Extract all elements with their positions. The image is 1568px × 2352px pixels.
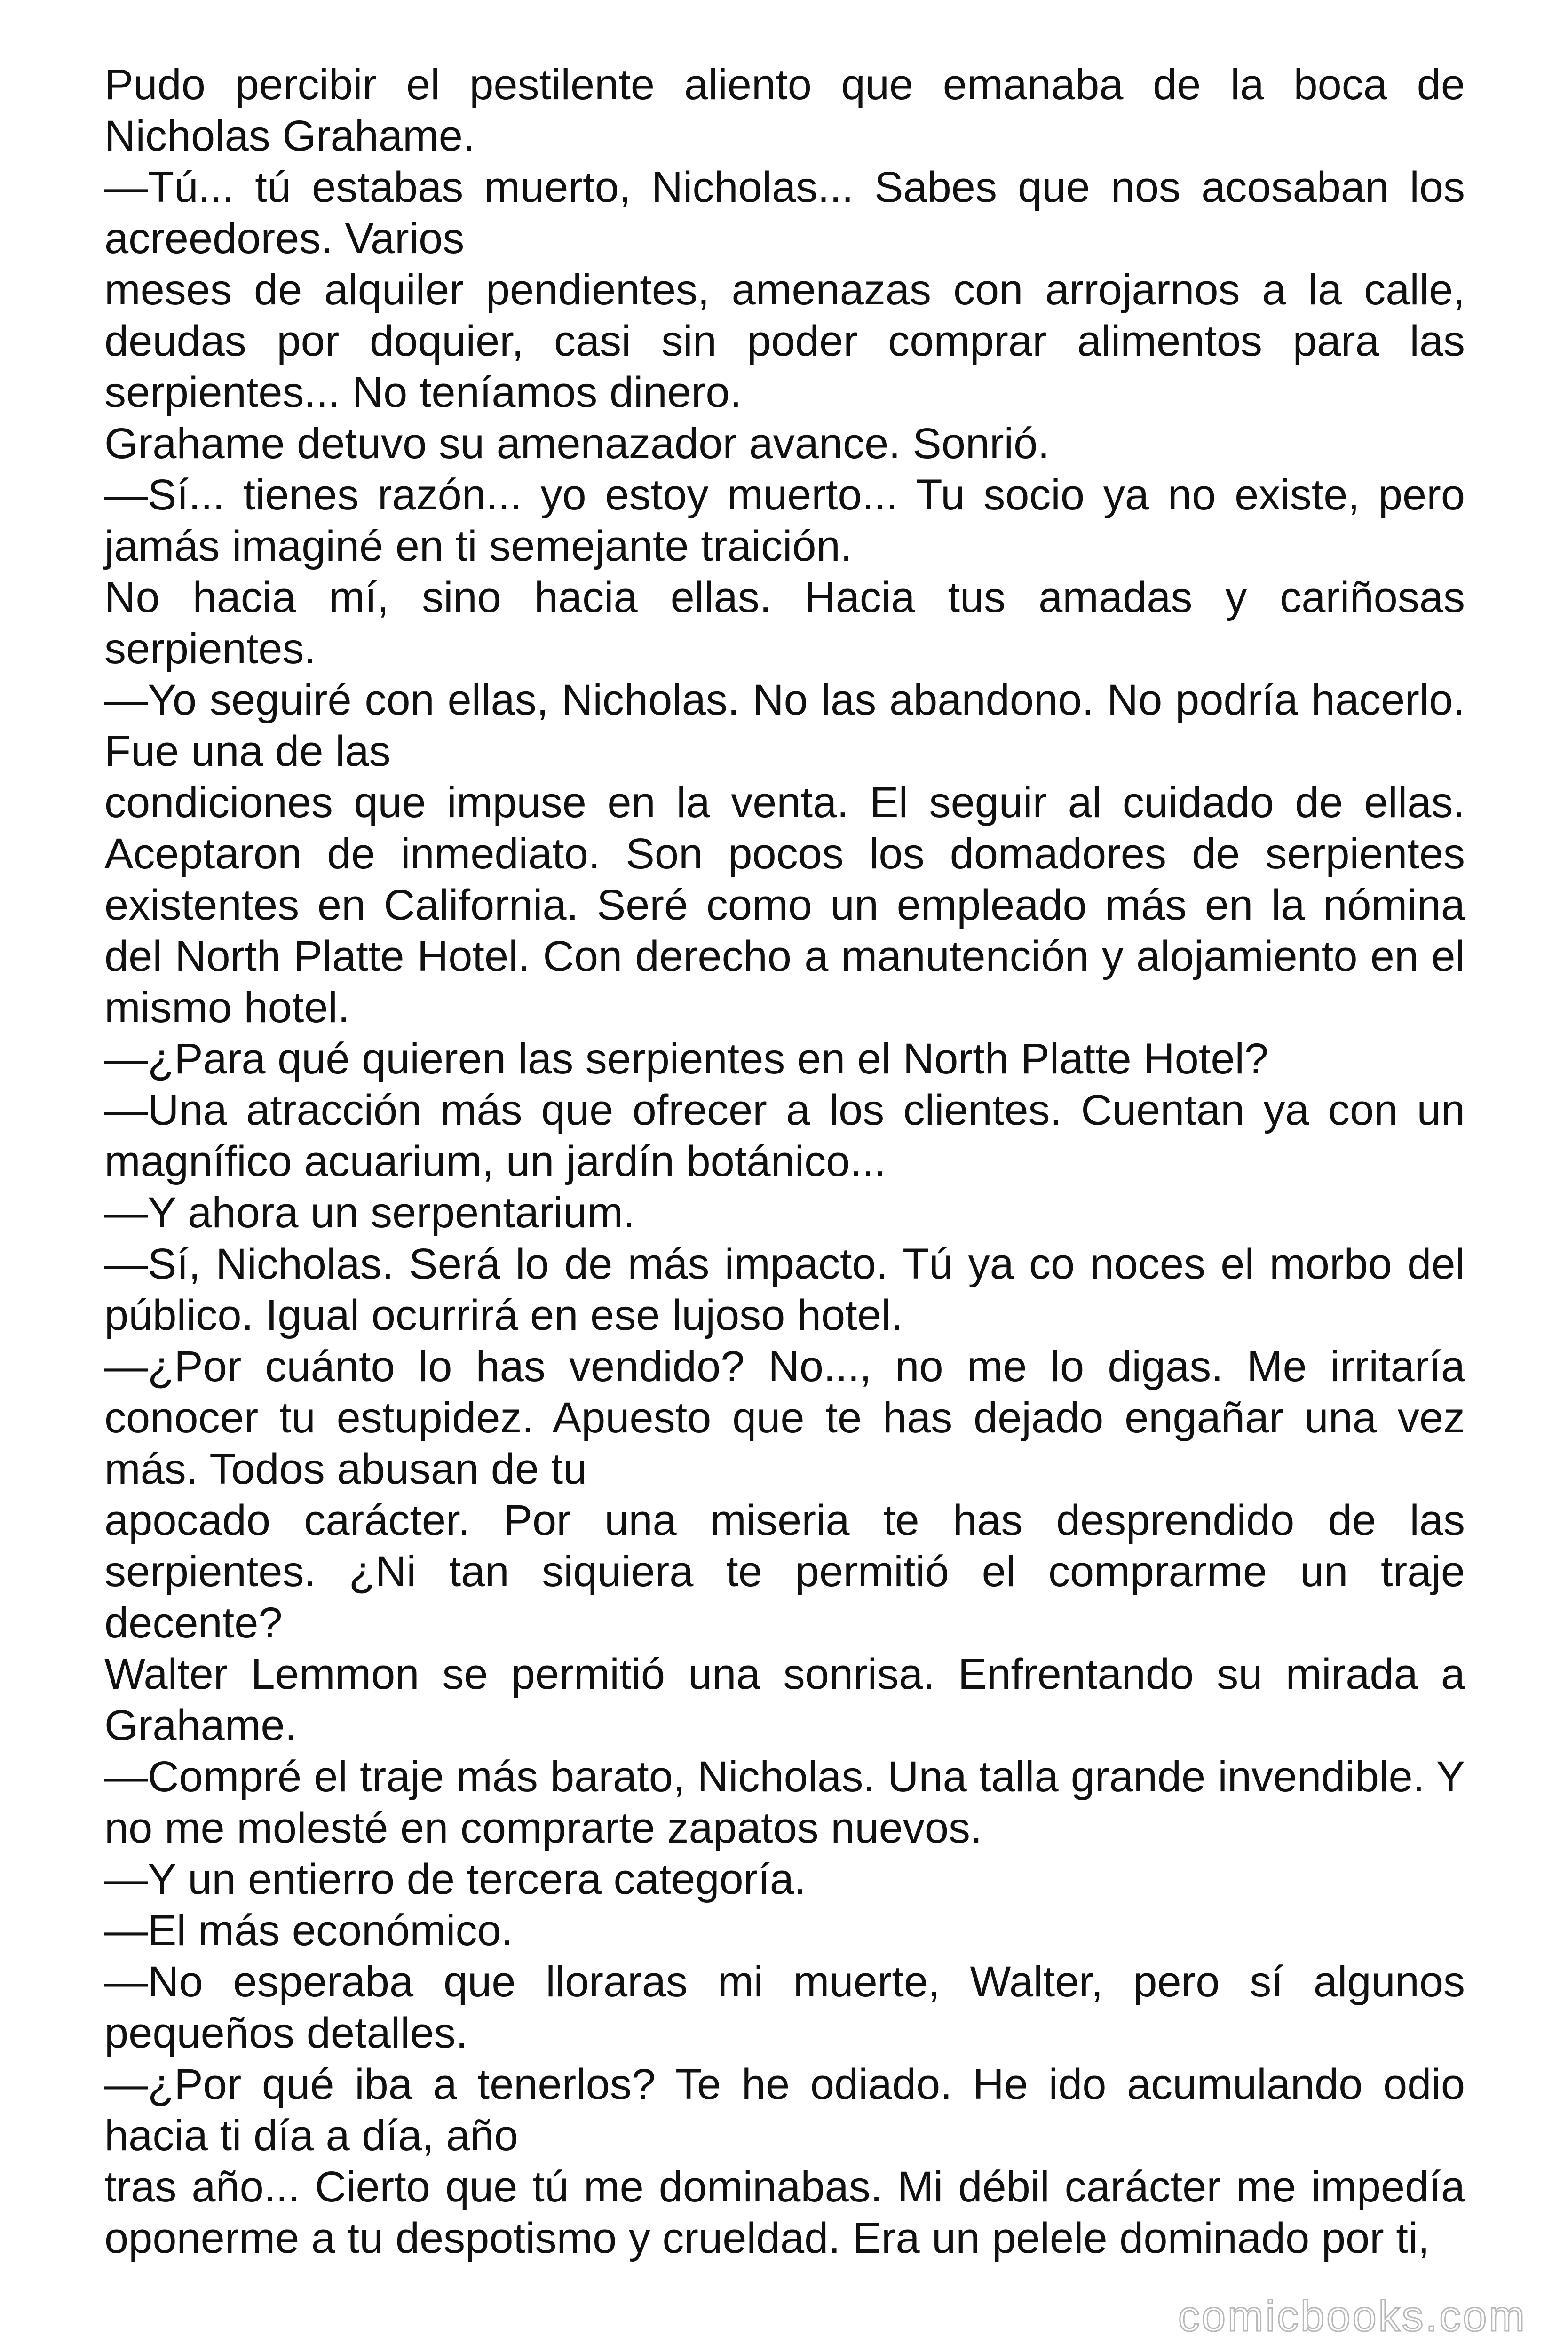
paragraph: apocado carácter. Por una miseria te has desprendido de las serpientes. ¿Ni tan siquiera te permitió el comprarme un traje decente? (104, 1496, 1465, 1647)
paragraph: —¿Por qué iba a tenerlos? Te he odiado. He ido acumulando odio hacia ti día a día, año (104, 2060, 1465, 2160)
document-page (104, 59, 1465, 2264)
paragraph: —Yo seguiré con ellas, Nicholas. No las abandono. No podría hacerlo. Fue una de las (104, 676, 1465, 775)
paragraph: —Sí, Nicholas. Será lo de más impacto. Tú ya co noces el morbo del público. Igual ocurrirá en ese lujoso hotel. (104, 1240, 1465, 1339)
paragraph: —Una atracción más que ofrecer a los clientes. Cuentan ya con un magnífico acuarium, un jardín botánico... (104, 1086, 1465, 1185)
paragraph: —Tú... tú estabas muerto, Nicholas... Sabes que nos acosaban los acreedores. Varios (104, 163, 1465, 262)
watermark: comicbooks.com (1178, 2292, 1527, 2340)
paragraph: tras año... Cierto que tú me dominabas. Mi débil carácter me impedía oponerme a tu despotismo y crueldad. Era un pelele dominado por ti, (104, 2163, 1465, 2262)
paragraph: Pudo percibir el pestilente aliento que emanaba de la boca de Nicholas Grahame. (104, 61, 1465, 160)
paragraph: —¿Por cuánto lo has vendido? No..., no me lo digas. Me irritaría conocer tu estupidez. Apuesto que te has dejado engañar una vez más. Todos abusan de tu (104, 1343, 1465, 1493)
paragraph: No hacia mí, sino hacia ellas. Hacia tus amadas y cariñosas serpientes. (104, 573, 1465, 673)
paragraph: —Y un entierro de tercera categoría. (104, 1855, 806, 1903)
paragraph: —Y ahora un serpentarium. (104, 1189, 635, 1237)
paragraph: —El más económico. (104, 1907, 514, 1955)
paragraph: —¿Para qué quieren las serpientes en el North Platte Hotel? (104, 1035, 1269, 1083)
paragraph: condiciones que impuse en la venta. El seguir al cuidado de ellas. Aceptaron de inmediato. Son pocos los domadores de serpientes existentes en California. Seré como un empleado más en la nómina del North Platte Hotel. Con derecho a manutención y alojamiento en el mismo hotel. (104, 779, 1465, 1032)
paragraph: meses de alquiler pendientes, amenazas con arrojarnos a la calle, deudas por doquier, casi sin poder comprar alimentos para las serpientes... No teníamos dinero. (104, 266, 1465, 416)
paragraph: —Sí... tienes razón... yo estoy muerto... Tu socio ya no existe, pero jamás imaginé en ti semejante traición. (104, 471, 1465, 570)
paragraph: —No esperaba que lloraras mi muerte, Walter, pero sí algunos pequeños detalles. (104, 1958, 1465, 2057)
paragraph: Grahame detuvo su amenazador avance. Sonrió. (104, 420, 1050, 468)
paragraph: Walter Lemmon se permitió una sonrisa. Enfrentando su mirada a Grahame. (104, 1650, 1465, 1749)
paragraph: —Compré el traje más barato, Nicholas. Una talla grande invendible. Y no me molesté en comprarte zapatos nuevos. (104, 1753, 1465, 1852)
